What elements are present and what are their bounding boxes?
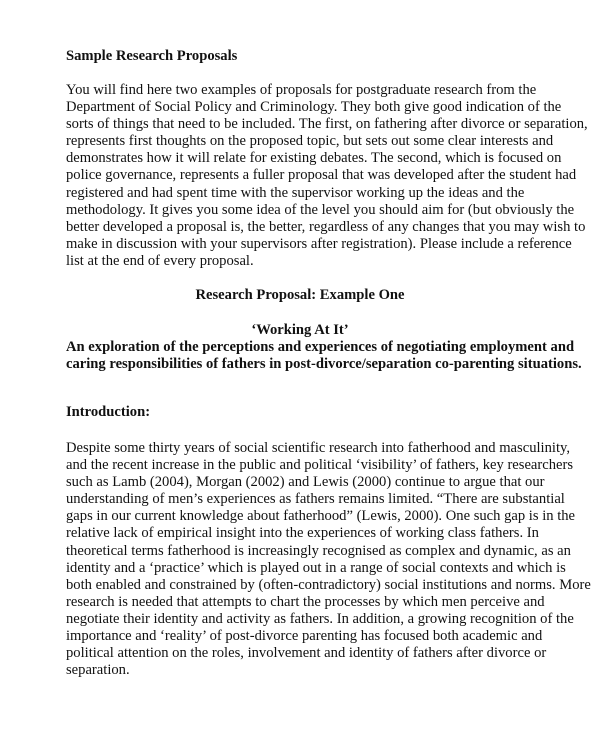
intro-line: represents first thoughts on the proposed topic, but sets out some clear interests and: [66, 133, 554, 150]
body-line: separation.: [66, 662, 130, 679]
proposal-subtitle: [66, 339, 582, 373]
intro-line: police governance, represents a fuller proposal that was developed after the student had: [66, 167, 577, 184]
intro-line: list at the end of every proposal.: [66, 252, 254, 269]
body-line: both enabled and constrained by (often-contradictory) social institutions and norms. More: [66, 576, 591, 593]
intro-paragraph: [66, 82, 588, 270]
body-line: negotiate their identity and activity as fathers. In addition, a growing recognition of the: [66, 610, 574, 627]
intro-line: registered and had spent time with the supervisor working up the ideas and the: [66, 184, 525, 201]
subtitle-line: caring responsibilities of fathers in post-divorce/separation co-parenting situations.: [66, 356, 582, 373]
introduction-paragraph: [66, 440, 591, 679]
body-line: identity and a ‘practice’ which is played out in a range of social contexts and which is: [66, 559, 566, 576]
intro-line: make in discussion with your supervisors after registration). Please include a reference: [66, 235, 572, 252]
body-line: understanding of men’s experiences as fathers remains limited. “There are substantial: [66, 491, 565, 508]
body-line: research is needed that attempts to chart the processes by which men perceive and: [66, 593, 545, 610]
document-heading: Sample Research Proposals: [66, 48, 238, 64]
example-title: Research Proposal: Example One: [195, 287, 405, 303]
subtitle-line: An exploration of the perceptions and experiences of negotiating employment and: [66, 339, 575, 355]
intro-line: Department of Social Policy and Criminology. They both give good indication of the: [66, 99, 562, 116]
intro-line: sorts of things that need to be included. The first, on fathering after divorce or separation,: [66, 116, 588, 133]
working-title: ‘Working At It’: [251, 322, 349, 338]
body-line: theoretical terms fatherhood is increasingly recognised as complex and dynamic, as an: [66, 542, 571, 559]
intro-line: demonstrates how it will relate for existing debates. The second, which is focused on: [66, 150, 562, 167]
body-line: Despite some thirty years of social scientific research into fatherhood and masculinity,: [66, 440, 570, 456]
body-line: importance and ‘reality’ of post-divorce parenting has focused both academic and: [66, 628, 543, 645]
intro-line: methodology. It gives you some idea of the level you should aim for (but obviously the: [66, 201, 575, 218]
intro-line: You will find here two examples of proposals for postgraduate research from the: [66, 82, 537, 98]
body-line: relative lack of empirical insight into the experiences of working class fathers. In: [66, 525, 539, 542]
body-line: political attention on the roles, involvement and identity of fathers after divorce or: [66, 645, 547, 662]
intro-line: better developed a proposal is, the better, regardless of any changes that you may wish to: [66, 218, 586, 235]
body-line: such as Lamb (2004), Morgan (2002) and Lewis (2000) continue to argue that our: [66, 474, 545, 491]
body-line: and the recent increase in the public and political ‘visibility’ of fathers, key researchers: [66, 457, 574, 474]
body-line: gaps in our current knowledge about fatherhood” (Lewis, 2000). One such gap is in the: [66, 508, 576, 525]
introduction-heading: Introduction:: [66, 404, 151, 420]
